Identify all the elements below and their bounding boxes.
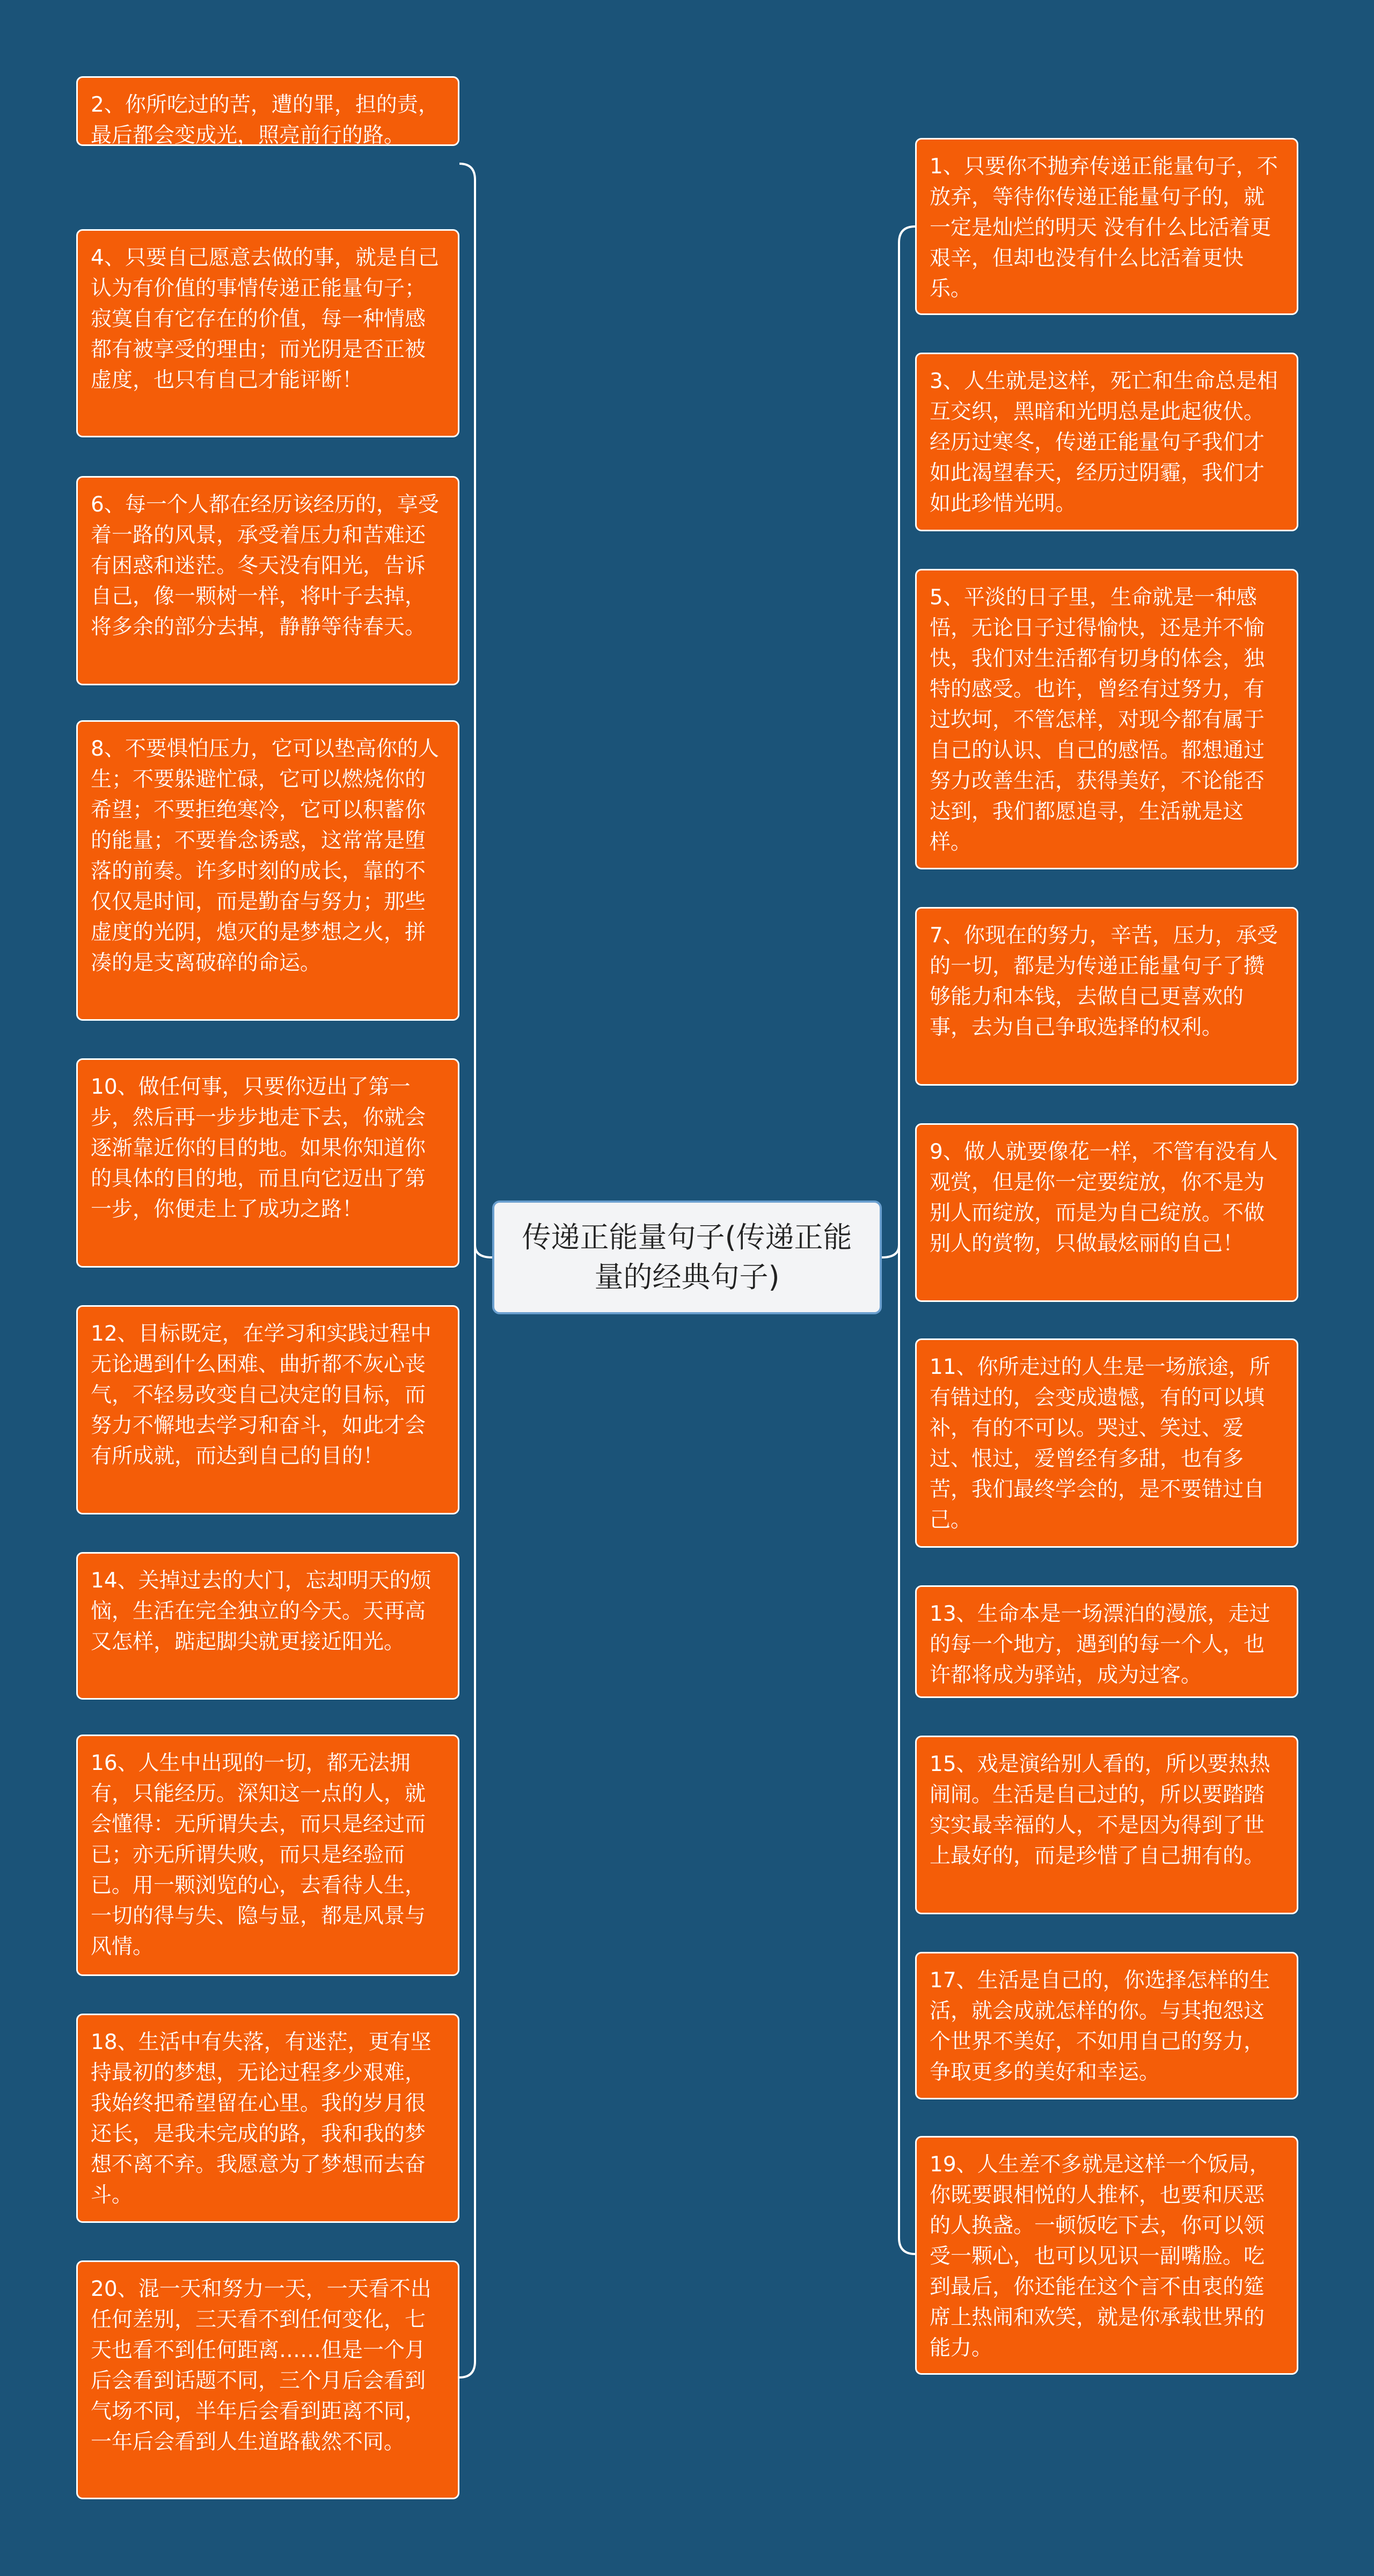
right-node-9: 9、做人就要像花一样，不管有没有人观赏，但是你一定要绽放，你不是为别人而绽放，而是为自己绽放。不做别人的赏物，只做最炫丽的自己！: [915, 1123, 1298, 1302]
right-node-1: 1、只要你不抛弃传递正能量句子，不放弃，等待你传递正能量句子的，就一定是灿烂的明天 没有什么比活着更艰辛，但却也没有什么比活着更快乐。: [915, 138, 1298, 315]
right-node-13: 13、生命本是一场漂泊的漫旅，走过的每一个地方，遇到的每一个人，也许都将成为驿站，成为过客。: [915, 1585, 1298, 1698]
left-node-16: 16、人生中出现的一切，都无法拥有，只能经历。深知这一点的人，就会懂得：无所谓失去，而只是经过而已；亦无所谓失败，而只是经验而已。用一颗浏览的心，去看待人生，一切的得与失、隐与显，都是风景与风情。: [76, 1735, 459, 1976]
left-node-10: 10、做任何事，只要你迈出了第一步，然后再一步步地走下去，你就会逐渐靠近你的目的地。如果你知道你的具体的目的地，而且向它迈出了第一步，你便走上了成功之路！: [76, 1058, 459, 1268]
left-node-8: 8、不要惧怕压力，它可以垫高你的人生；不要躲避忙碌，它可以燃烧你的希望；不要拒绝寒冷，它可以积蓄你的能量；不要眷念诱惑，这常常是堕落的前奏。许多时刻的成长，靠的不仅仅是时间，而是勤奋与努力；那些虚度的光阴，熄灭的是梦想之火，拼凑的是支离破碎的命运。: [76, 720, 459, 1021]
central-topic: 传递正能量句子(传递正能量的经典句子): [492, 1201, 882, 1314]
right-node-15: 15、戏是演给别人看的，所以要热热闹闹。生活是自己过的，所以要踏踏实实最幸福的人，不是因为得到了世上最好的，而是珍惜了自己拥有的。: [915, 1736, 1298, 1914]
left-node-2: 2、你所吃过的苦，遭的罪，担的责，最后都会变成光，照亮前行的路。: [76, 76, 459, 146]
right-node-19: 19、人生差不多就是这样一个饭局，你既要跟相悦的人推杯，也要和厌恶的人换盏。一顿饭吃下去，你可以领受一颗心，也可以见识一副嘴脸。吃到最后，你还能在这个言不由衷的筵席上热闹和欢笑，就是你承载世界的能力。: [915, 2136, 1298, 2375]
right-node-5: 5、平淡的日子里，生命就是一种感悟，无论日子过得愉快，还是并不愉快，我们对生活都有切身的体会，独特的感受。也许，曾经有过努力，有过坎坷，不管怎样，对现今都有属于自己的认识、自己的感悟。都想通过努力改善生活，获得美好，不论能否达到，我们都愿追寻，生活就是这样。: [915, 569, 1298, 869]
left-node-4: 4、只要自己愿意去做的事，就是自己认为有价值的事情传递正能量句子；寂寞自有它存在的价值，每一种情感都有被享受的理由；而光阴是否正被虚度，也只有自己才能评断！: [76, 229, 459, 437]
right-node-3: 3、人生就是这样，死亡和生命总是相互交织，黑暗和光明总是此起彼伏。经历过寒冬，传递正能量句子我们才如此渴望春天，经历过阴霾，我们才如此珍惜光明。: [915, 353, 1298, 531]
left-node-14: 14、关掉过去的大门，忘却明天的烦恼，生活在完全独立的今天。天再高又怎样，踮起脚尖就更接近阳光。: [76, 1552, 459, 1700]
left-node-6: 6、每一个人都在经历该经历的，享受着一路的风景，承受着压力和苦难还有困惑和迷茫。冬天没有阳光，告诉自己，像一颗树一样，将叶子去掉，将多余的部分去掉，静静等待春天。: [76, 476, 459, 685]
left-node-20: 20、混一天和努力一天，一天看不出任何差别，三天看不到任何变化，七天也看不到任何距离……但是一个月后会看到话题不同，三个月后会看到气场不同，半年后会看到距离不同，一年后会看到人生道路截然不同。: [76, 2260, 459, 2499]
right-node-17: 17、生活是自己的，你选择怎样的生活，就会成就怎样的你。与其抱怨这个世界不美好，不如用自己的努力，争取更多的美好和幸运。: [915, 1952, 1298, 2099]
left-node-12: 12、目标既定，在学习和实践过程中无论遇到什么困难、曲折都不灰心丧气，不轻易改变自己决定的目标，而努力不懈地去学习和奋斗，如此才会有所成就，而达到自己的目的！: [76, 1305, 459, 1514]
left-node-18: 18、生活中有失落，有迷茫，更有坚持最初的梦想，无论过程多少艰难，我始终把希望留在心里。我的岁月很还长，是我未完成的路，我和我的梦想不离不弃。我愿意为了梦想而去奋斗。: [76, 2014, 459, 2223]
right-node-11: 11、你所走过的人生是一场旅途，所有错过的，会变成遗憾，有的可以填补，有的不可以。哭过、笑过、爱过、恨过，爱曾经有多甜，也有多苦，我们最终学会的，是不要错过自己。: [915, 1338, 1298, 1548]
right-node-7: 7、你现在的努力，辛苦，压力，承受的一切，都是为传递正能量句子了攒够能力和本钱，去做自己更喜欢的事，去为自己争取选择的权利。: [915, 907, 1298, 1086]
